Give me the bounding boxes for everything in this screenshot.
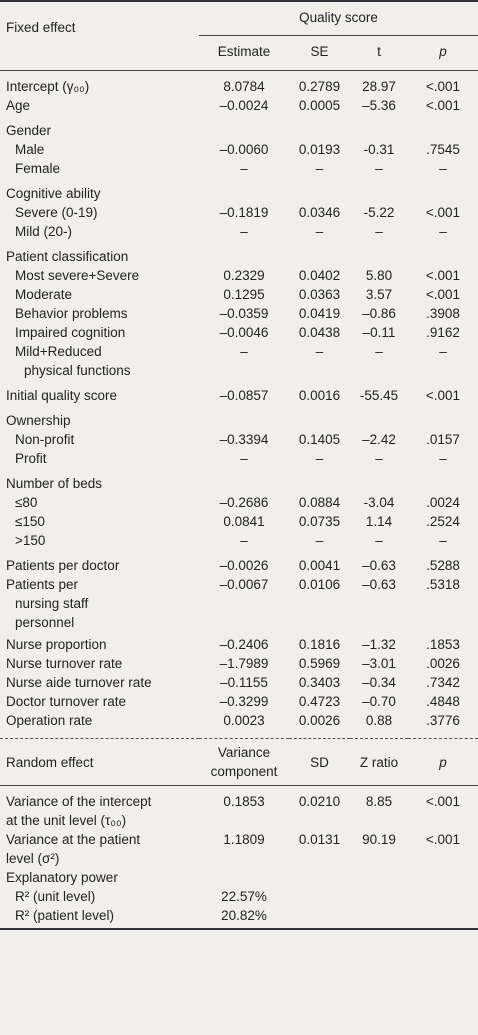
table-row: Explanatory power [6,870,118,885]
table-row: Variance of the intercept at the unit level (τ₀₀) 0.1853 0.0210 8.85 <.001 [6,794,461,828]
table-row: ≤150 0.0841 0.0735 1.14 .2524 [15,514,460,529]
table-row: Mild+Reduced – – – – [15,344,447,359]
p-header: p [439,44,447,59]
table-row: R² (patient level) 20.82% [0,906,478,929]
table-row: Nurse proportion –0.2406 0.1816 –1.32 .1853 [6,637,460,652]
table-row: Mild (20-) – – – – [15,224,447,239]
table-row: Male –0.0060 0.0193 -0.31 .7545 [15,142,460,157]
table-row: Variance at the patient level (σ²) 1.1809 0.0131 90.19 <.001 [6,832,461,866]
table-row: Nurse aide turnover rate –0.1155 0.3403 –0.34 .7342 [6,675,460,690]
t-header: t [377,44,381,59]
se-header: SE [310,44,329,59]
table-row: physical functions [24,363,131,378]
table-row: Nurse turnover rate –1.7989 0.5969 –3.01 .0026 [6,656,460,671]
table-row: Cognitive ability [6,186,101,201]
table-row: ≤80 –0.2686 0.0884 -3.04 .0024 [15,495,460,510]
quality-score-header: Quality score [199,1,478,36]
table-row: Age –0.0024 0.0005 –5.36 <.001 [6,98,461,113]
fixed-effect-header: Fixed effect [0,1,199,71]
header-row-1 [0,1,478,36]
table-row: Severe (0-19) –0.1819 0.0346 -5.22 <.001 [15,205,461,220]
z-ratio-header: Z ratio [350,739,408,786]
table-row: Female – – – – [15,161,447,176]
variance-component-header-line2: component [210,764,278,779]
table-row: Impaired cognition –0.0046 0.0438 –0.11 .9162 [15,325,460,340]
table-row: Non-profit –0.3394 0.1405 –2.42 .0157 [15,432,460,447]
table-row: >150 – – – – [15,533,447,548]
table-row: Patients per –0.0067 0.0106 –0.63 .5318 [6,577,460,592]
table-row: Behavior problems –0.0359 0.0419 –0.86 .3908 [15,306,460,321]
table-row: Profit – – – – [15,451,447,466]
random-p-header: p [408,739,478,786]
table-row: personnel [15,615,75,630]
table-row: Operation rate 0.0023 0.0026 0.88 .3776 [6,713,460,728]
variance-component-header-line1: Variance [217,745,271,760]
table-row: Number of beds [6,476,103,491]
table-row: Gender [6,123,52,138]
table-row: Ownership [6,413,71,428]
table-row: Initial quality score –0.0857 0.0016 -55.45 <.001 [6,388,461,403]
table-row: Doctor turnover rate –0.3299 0.4723 –0.70 .4848 [6,694,460,709]
table-row: nursing staff [15,596,89,611]
estimate-header: Estimate [217,44,271,59]
table-row: Intercept (γ₀₀) 8.0784 0.2789 28.97 <.001 [6,79,461,94]
sd-header: SD [289,739,350,786]
table-row: Moderate 0.1295 0.0363 3.57 <.001 [15,287,461,302]
table-row: Patient classification [6,249,129,264]
table-row: R² (unit level) 22.57% [15,889,267,904]
random-effect-header: Random effect [0,739,199,786]
table-row: Most severe+Severe 0.2329 0.0402 5.80 <.001 [15,268,461,283]
random-header-row [0,739,478,786]
table-row: Patients per doctor –0.0026 0.0041 –0.63 .5288 [6,558,460,573]
